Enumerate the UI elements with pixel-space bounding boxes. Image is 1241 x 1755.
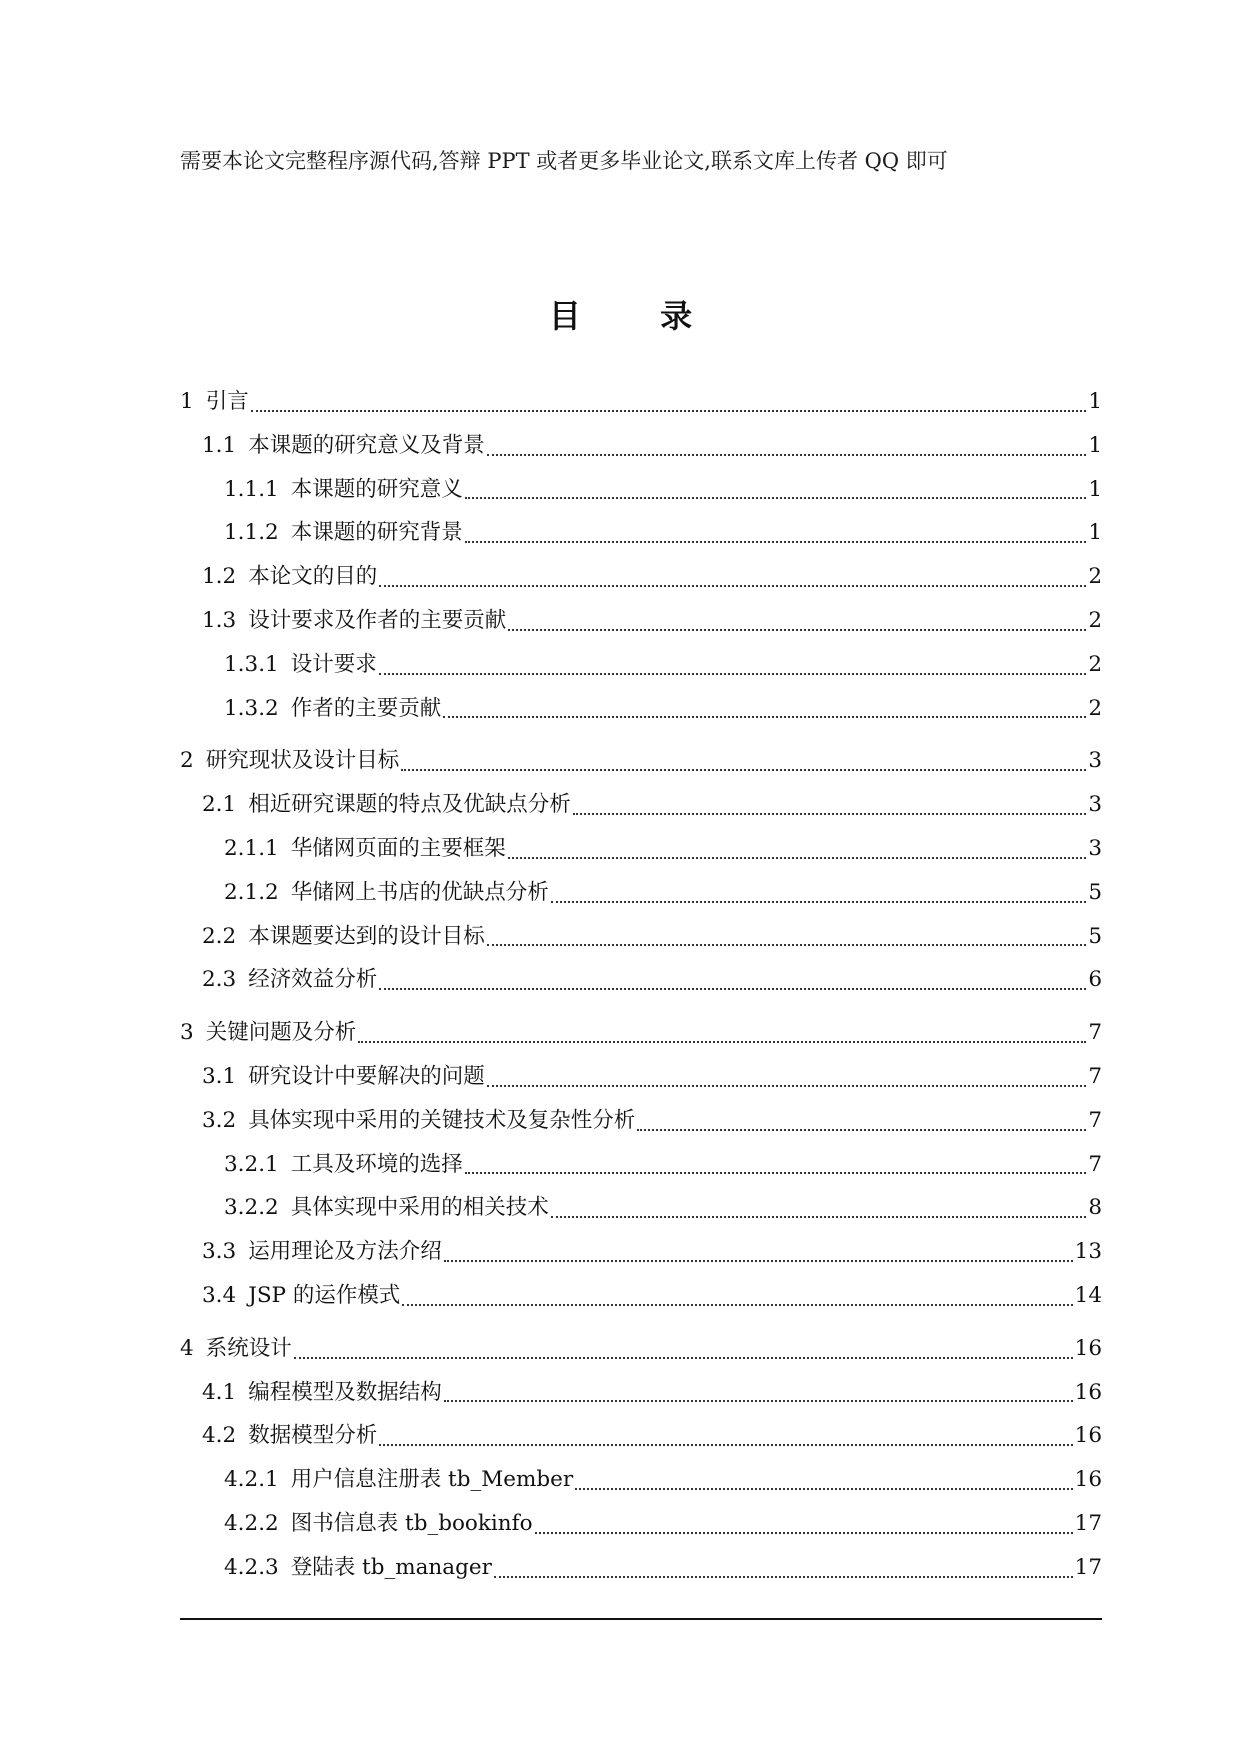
toc-entry-page: 3 (1088, 748, 1102, 774)
toc-entry-page: 7 (1088, 1063, 1102, 1089)
toc-entry-number: 4.2 (202, 1423, 237, 1449)
toc-entry-page: 6 (1088, 967, 1102, 993)
toc-entry-page: 2 (1088, 651, 1102, 677)
toc-dot-leader (251, 380, 1087, 424)
toc-dot-leader (465, 511, 1087, 555)
toc-entry[interactable] (180, 739, 1102, 783)
toc-entry-number: 3.2 (202, 1107, 237, 1133)
toc-entry-title: 系统设计 (205, 1335, 292, 1361)
toc-dot-leader (465, 1143, 1087, 1187)
table-of-contents (180, 380, 1102, 1590)
toc-dot-leader (487, 424, 1087, 468)
toc-entry[interactable] (180, 424, 1102, 468)
toc-entry[interactable] (180, 687, 1102, 731)
toc-entry-title: 用户信息注册表 tb_Member (290, 1467, 574, 1493)
toc-entry[interactable] (180, 555, 1102, 599)
toc-entry-page: 7 (1088, 1020, 1102, 1046)
toc-dot-leader (294, 1327, 1073, 1371)
toc-entry-title: 具体实现中采用的关键技术及复杂性分析 (248, 1107, 636, 1133)
toc-dot-leader (402, 1274, 1072, 1318)
toc-entry-number: 3.1 (202, 1063, 237, 1089)
toc-entry-title: 设计要求及作者的主要贡献 (248, 607, 507, 633)
toc-entry-title: 本课题的研究意义及背景 (248, 432, 485, 458)
toc-entry[interactable] (180, 643, 1102, 687)
toc-entry-title: 数据模型分析 (248, 1423, 378, 1449)
toc-title: 目 录 (548, 297, 727, 335)
toc-entry-number: 2 (180, 748, 194, 774)
toc-entry-page: 17 (1074, 1510, 1102, 1536)
toc-entry[interactable] (180, 871, 1102, 915)
toc-dot-leader (465, 468, 1087, 512)
toc-entry-number: 4 (180, 1335, 194, 1361)
toc-entry-number: 4.2.2 (224, 1510, 279, 1536)
toc-entry-title: 作者的主要贡献 (290, 695, 442, 721)
toc-entry-number: 4.2.3 (224, 1554, 279, 1580)
toc-entry[interactable] (180, 827, 1102, 871)
toc-entry-page: 3 (1088, 835, 1102, 861)
toc-dot-leader (487, 1055, 1087, 1099)
toc-entry[interactable] (180, 1186, 1102, 1230)
toc-entry-number: 3.4 (202, 1282, 237, 1308)
toc-dot-leader (637, 1099, 1086, 1143)
toc-entry[interactable] (180, 1546, 1102, 1590)
toc-entry-page: 7 (1088, 1151, 1102, 1177)
toc-dot-leader (444, 1371, 1073, 1415)
toc-entry-number: 3 (180, 1020, 194, 1046)
toc-entry[interactable] (180, 1099, 1102, 1143)
footer-rule (180, 1618, 1102, 1620)
toc-entry-number: 1.1.2 (224, 520, 279, 546)
toc-entry-number: 2.2 (202, 923, 237, 949)
toc-entry-number: 2.3 (202, 967, 237, 993)
toc-entry-title: 工具及环境的选择 (290, 1151, 463, 1177)
toc-entry[interactable] (180, 1274, 1102, 1318)
toc-entry-title: 本课题要达到的设计目标 (248, 923, 485, 949)
toc-dot-leader (444, 1230, 1073, 1274)
toc-dot-leader (379, 643, 1087, 687)
toc-dot-leader (494, 1546, 1073, 1590)
toc-entry[interactable] (180, 1414, 1102, 1458)
toc-entry-page: 5 (1088, 879, 1102, 905)
toc-dot-leader (379, 1414, 1072, 1458)
toc-entry[interactable] (180, 468, 1102, 512)
toc-dot-leader (379, 555, 1086, 599)
toc-entry[interactable] (180, 380, 1102, 424)
toc-entry-title: 编程模型及数据结构 (248, 1379, 442, 1405)
toc-dot-leader (487, 915, 1087, 959)
toc-dot-leader (575, 1458, 1073, 1502)
toc-entry[interactable] (180, 1143, 1102, 1187)
toc-entry-title: 本课题的研究背景 (290, 520, 463, 546)
toc-dot-leader (551, 871, 1087, 915)
toc-entry-page: 16 (1074, 1423, 1102, 1449)
toc-entry-title: 研究现状及设计目标 (205, 748, 400, 774)
toc-entry-page: 1 (1088, 476, 1102, 502)
toc-entry-page: 1 (1088, 520, 1102, 546)
toc-entry[interactable] (180, 915, 1102, 959)
toc-entry-number: 4.1 (202, 1379, 237, 1405)
toc-entry-number: 1.1.1 (224, 476, 279, 502)
toc-entry-number: 1.3 (202, 607, 237, 633)
toc-entry-page: 8 (1088, 1195, 1102, 1221)
toc-dot-leader (535, 1502, 1073, 1546)
toc-entry-title: 具体实现中采用的相关技术 (290, 1195, 549, 1221)
toc-entry-title: 登陆表 tb_manager (290, 1554, 492, 1580)
toc-entry-title: 图书信息表 tb_bookinfo (290, 1510, 533, 1536)
toc-entry-number: 3.3 (202, 1239, 237, 1265)
toc-entry[interactable] (180, 1011, 1102, 1055)
toc-entry-number: 1.3.1 (224, 651, 279, 677)
toc-entry[interactable] (180, 511, 1102, 555)
toc-entry-title: 经济效益分析 (248, 967, 378, 993)
toc-entry-page: 14 (1074, 1282, 1102, 1308)
toc-entry-number: 1.1 (202, 432, 237, 458)
toc-entry-title: 相近研究课题的特点及优缺点分析 (248, 792, 571, 818)
toc-dot-leader (358, 1011, 1086, 1055)
toc-entry-page: 13 (1074, 1239, 1102, 1265)
toc-entry-title: 华储网页面的主要框架 (290, 835, 506, 861)
toc-entry-number: 2.1.1 (224, 835, 279, 861)
toc-entry-page: 16 (1074, 1335, 1102, 1361)
toc-entry-page: 17 (1074, 1554, 1102, 1580)
toc-entry-title: 设计要求 (290, 651, 377, 677)
header-note: 需要本论文完整程序源代码,答辩 PPT 或者更多毕业论文,联系文库上传者 QQ 即可 (180, 149, 948, 173)
toc-entry[interactable] (180, 1055, 1102, 1099)
toc-entry-number: 2.1.2 (224, 879, 279, 905)
toc-entry-title: 华储网上书店的优缺点分析 (290, 879, 549, 905)
toc-entry-number: 1 (180, 389, 194, 414)
toc-entry-number: 3.2.2 (224, 1195, 279, 1221)
toc-dot-leader (508, 599, 1086, 643)
toc-dot-leader (401, 739, 1086, 783)
toc-dot-leader (379, 958, 1086, 1002)
toc-dot-leader (573, 783, 1087, 827)
toc-entry-number: 3.2.1 (224, 1151, 279, 1177)
toc-entry-title: JSP 的运作模式 (248, 1282, 401, 1308)
toc-entry-number: 2.1 (202, 792, 237, 818)
toc-entry[interactable] (180, 1502, 1102, 1546)
toc-entry-title: 本课题的研究意义 (290, 476, 463, 502)
toc-entry-number: 4.2.1 (224, 1467, 279, 1493)
toc-entry-page: 5 (1088, 923, 1102, 949)
toc-entry-page: 2 (1088, 607, 1102, 633)
toc-dot-leader (508, 827, 1087, 871)
toc-entry-title: 运用理论及方法介绍 (248, 1239, 442, 1265)
toc-entry-page: 1 (1088, 389, 1102, 414)
toc-entry-title: 引言 (205, 389, 249, 414)
toc-entry-page: 2 (1088, 564, 1102, 590)
toc-entry[interactable] (180, 1371, 1102, 1415)
toc-entry[interactable] (180, 783, 1102, 827)
toc-entry-page: 1 (1088, 432, 1102, 458)
toc-entry[interactable] (180, 599, 1102, 643)
toc-entry-title: 研究设计中要解决的问题 (248, 1063, 485, 1089)
toc-entry[interactable] (180, 958, 1102, 1002)
toc-dot-leader (443, 687, 1086, 731)
toc-entry-page: 16 (1074, 1379, 1102, 1405)
toc-entry[interactable] (180, 1327, 1102, 1371)
toc-entry-page: 3 (1088, 792, 1102, 818)
toc-entry-number: 1.3.2 (224, 695, 279, 721)
toc-entry-title: 本论文的目的 (248, 564, 378, 590)
toc-entry-page: 7 (1088, 1107, 1102, 1133)
toc-entry[interactable] (180, 1230, 1102, 1274)
toc-entry-page: 2 (1088, 695, 1102, 721)
toc-entry-title: 关键问题及分析 (205, 1020, 357, 1046)
toc-entry[interactable] (180, 1458, 1102, 1502)
toc-dot-leader (551, 1186, 1087, 1230)
toc-entry-page: 16 (1074, 1467, 1102, 1493)
toc-entry-number: 1.2 (202, 564, 237, 590)
